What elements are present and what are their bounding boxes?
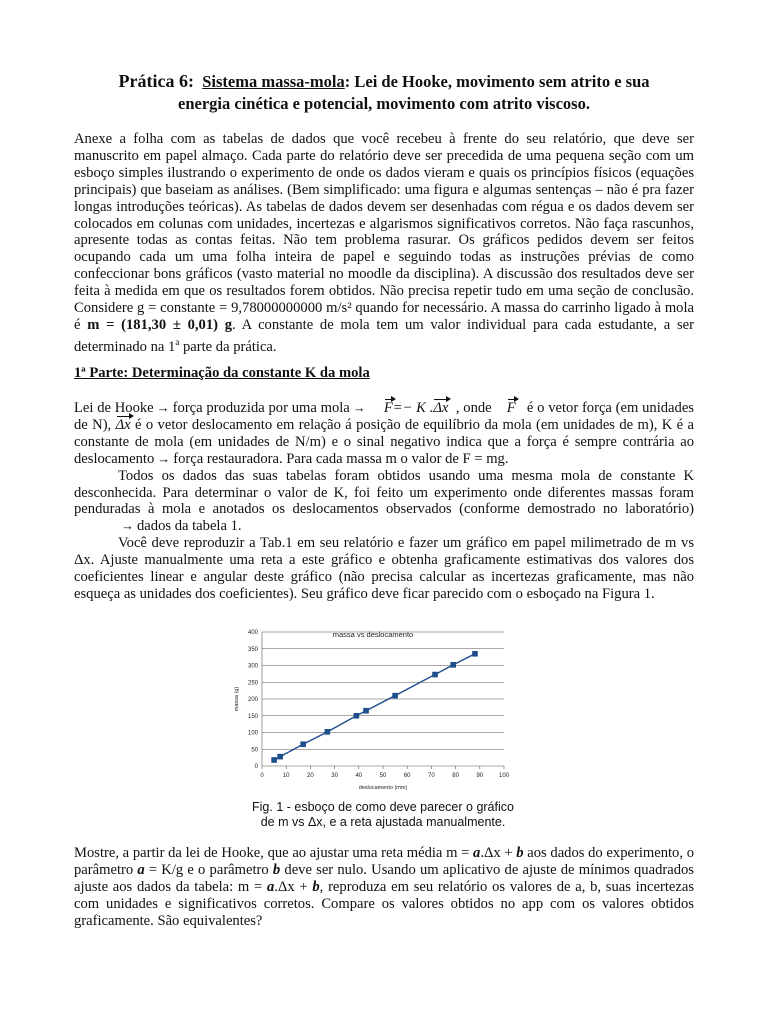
final-text-3: aos dados do experimento, o parâmetro xyxy=(74,845,694,878)
param-a: a xyxy=(473,845,481,861)
y-axis-label: massa (g) xyxy=(234,686,240,712)
data-point xyxy=(277,754,283,760)
intro-text-1: Anexe a folha com as tabelas de dados que você recebeu à frente do seu relatório, que deve ser manuscrito em papel almaço. Cada parte do relatório deve ser precedida de uma pequena seção com um esboço simples ilustrando o experimento de onde os dados vieram e quais os princípios físicos (equações principais) que baseiam as análises. (Bem simplificado: uma figura e algumas sentenças – não é pra fazer longas introduções teóricas). As tabelas de dados devem ser desenhadas com régua e os dados devem ser colocados em colunas com unidades, incertezas e algarismos significativos corretos. Não faça rascunhos, apresente todas as contas feitas. Não tem problema rasurar. Os gráficos pedidos devem ser feitos ocupando cada um uma folha inteira de papel e seguindo todas as instruções prévias de como confeccionar bons gráficos (vasto material no moodle da disciplina). A discussão dos resultados deve ser feita à medida em que os resultados forem obtidos. Não precisa repetir tudo em uma seção de conclusão. Considere g = constante = 9,78000000000 m/s² quando for necessário. A massa do carrinho ligado à mola é xyxy=(74,131,694,333)
y-tick-label: 300 xyxy=(247,663,258,670)
y-tick-label: 50 xyxy=(251,747,258,754)
final-text-1: Mostre, a partir da lei de Hooke, que ao ajustar uma reta média m = xyxy=(74,845,474,861)
todos-text: Todos os dados das suas tabelas foram obtidos usando uma mesma mola de constante K desconhecida. Para determinar o valor de K, foi feito um experimento onde diferentes massas foram penduradas à mola e anotados os deslocamentos observados (conforme demostrado no laboratório) xyxy=(74,467,694,518)
voce-text: Você deve reproduzir a Tab.1 em seu relatório e fazer um gráfico em papel milimetrado de m vs Δx. Ajuste manualmente uma reta a este gráfico e obtenha graficamente estimativas dos valores dos coeficientes linear e angular deste gráfico (não precisa calcular as incertezas graficamente, mas não esqueça as unidades dos coeficientes). Seu gráfico deve ficar parecido com o esboçado na Figura 1. xyxy=(74,535,694,602)
chart-svg xyxy=(228,625,518,795)
hooke-paragraph xyxy=(74,400,694,603)
arrow-icon: → xyxy=(121,518,134,534)
displacement-vector: Δx xyxy=(433,400,449,416)
final-text-6: , reproduza em seu relatório os valores de a, b, suas incertezas com unidades e significativos corretos. Compare os valores obtidos no app com os valores obtidos graficamente. São equivalentes? xyxy=(74,878,695,929)
final-text-5: deve ser nulo. Usando um aplicativo de ajuste de mínimos quadrados ajuste aos dados da tabela: m = xyxy=(74,861,694,895)
hooke-text-5: é o vetor deslocamento em relação á posição de equilíbrio da mola (em unidades de m), K é a constante de mola (em unidades de N/m) e o sinal negativo indica que a força é sempre contrária ao deslocamento xyxy=(74,416,694,467)
caption-line-1: Fig. 1 - esboço de como deve parecer o gráfico xyxy=(252,800,514,814)
title-rest-2: energia cinética e potencial, movimento com atrito viscoso. xyxy=(178,94,590,113)
hooke-text-3: , onde xyxy=(455,400,492,416)
param-b: b xyxy=(312,878,320,895)
x-tick-label: 40 xyxy=(355,773,363,779)
data-point xyxy=(271,757,277,763)
param-a: a xyxy=(137,861,145,878)
arrow-icon: → xyxy=(157,450,171,466)
displacement-vector: Δx xyxy=(115,416,131,433)
y-tick-label: 100 xyxy=(247,730,258,737)
chart-title: massa vs deslocamento xyxy=(332,630,414,639)
page-title xyxy=(74,70,694,115)
y-tick-label: 150 xyxy=(247,713,258,720)
mass-value: m = (181,30 ± 0,01) g xyxy=(87,316,233,333)
title-topic: Sistema massa-mola xyxy=(202,72,345,91)
figure-caption xyxy=(228,800,538,830)
force-vector: F xyxy=(506,400,516,416)
y-tick-label: 400 xyxy=(247,630,258,636)
intro-text-2: . A constante de mola tem um valor individual para cada estudante, a ser determinado na 1 xyxy=(74,316,694,355)
x-tick-label: 80 xyxy=(452,773,459,779)
data-point xyxy=(363,708,369,714)
x-tick-label: 20 xyxy=(307,773,314,779)
x-tick-label: 0 xyxy=(260,773,264,779)
figure-chart xyxy=(228,625,518,795)
x-tick-label: 100 xyxy=(498,773,510,779)
arrow-icon: → xyxy=(156,400,170,415)
data-point xyxy=(325,729,331,735)
force-vector: F xyxy=(383,400,393,416)
y-tick-label: 0 xyxy=(254,764,258,770)
data-point xyxy=(472,651,478,657)
param-b: b xyxy=(516,845,524,861)
hooke-text-1: Lei de Hooke xyxy=(74,400,154,416)
x-tick-label: 30 xyxy=(331,773,338,779)
x-tick-label: 70 xyxy=(428,773,435,779)
data-point xyxy=(300,741,306,747)
final-paragraph xyxy=(74,845,694,930)
arrow-icon: → xyxy=(352,400,366,415)
y-tick-label: 350 xyxy=(247,646,258,653)
intro-paragraph xyxy=(74,131,694,356)
section-heading: 1ª Parte: Determinação da constante K da mola xyxy=(74,365,370,381)
x-tick-label: 10 xyxy=(282,773,290,779)
param-a: a xyxy=(267,878,275,895)
hooke-text-4: é o vetor força (em unidades de N), xyxy=(74,400,694,433)
final-text-2: .Δx + xyxy=(274,878,313,895)
caption-line-2: de m vs Δx, e a reta ajustada manualmente. xyxy=(260,815,506,829)
y-tick-label: 200 xyxy=(247,697,258,703)
final-text-4: = K/g e o parâmetro xyxy=(144,861,273,878)
param-b: b xyxy=(272,861,281,878)
final-text-2: .Δx + xyxy=(480,845,517,861)
x-tick-label: 60 xyxy=(403,773,411,779)
data-point xyxy=(354,713,360,719)
intro-text-3: parte da prática. xyxy=(179,338,277,355)
x-tick-label: 50 xyxy=(379,773,387,779)
hooke-text-2: força produzida por uma mola xyxy=(172,400,350,416)
hooke-text-6: força restauradora. Para cada massa m o valor de F = mg. xyxy=(173,450,509,467)
intro-sup: a xyxy=(175,336,180,347)
equation-middle: =− K . xyxy=(392,400,434,416)
data-point xyxy=(450,662,456,668)
y-tick-label: 250 xyxy=(247,680,258,687)
x-tick-label: 90 xyxy=(476,773,484,779)
title-rest-1: : Lei de Hooke, movimento sem atrito e sua xyxy=(344,72,650,91)
title-lead: Prática 6: xyxy=(118,71,194,91)
x-axis-label: deslocamento (mm) xyxy=(358,785,408,791)
todos-tail: dados da tabela 1. xyxy=(137,518,242,535)
data-point xyxy=(392,693,398,699)
data-point xyxy=(432,672,438,678)
